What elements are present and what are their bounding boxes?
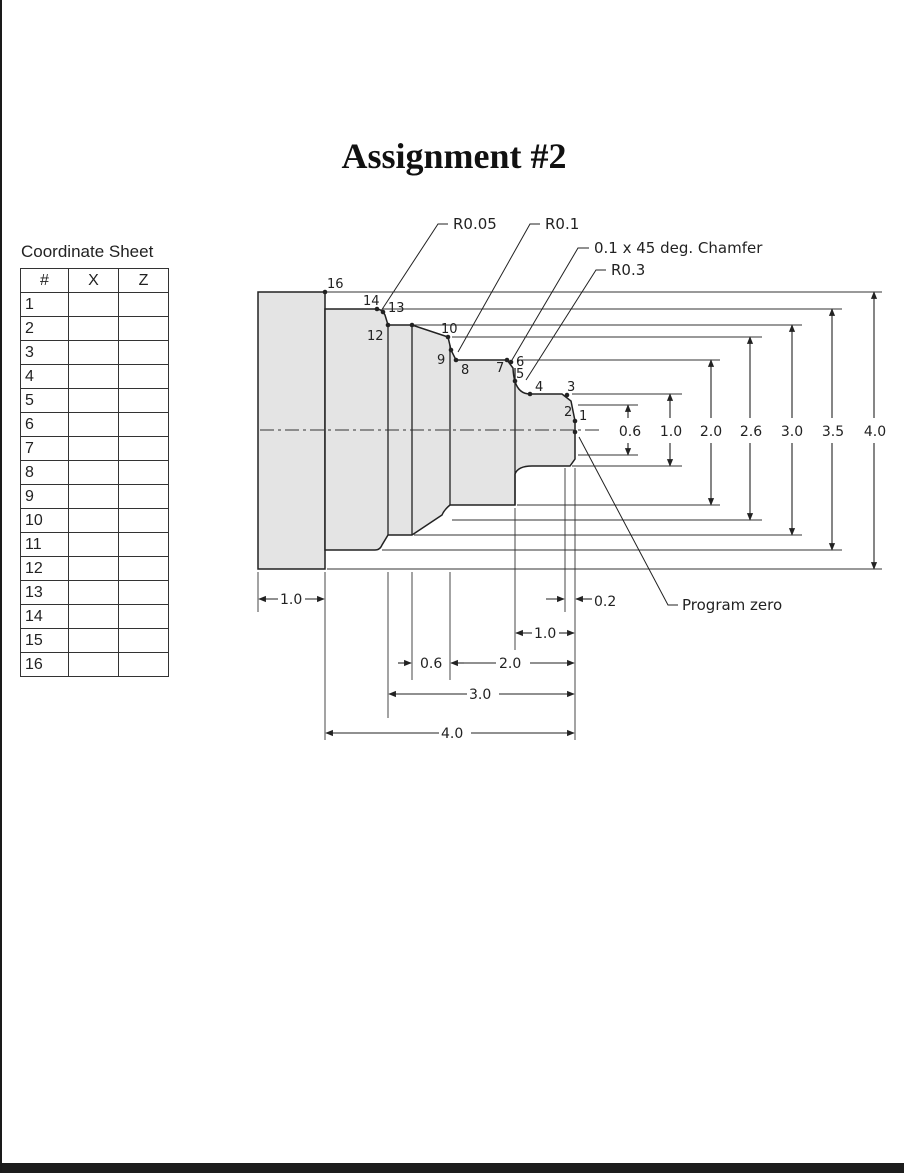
dim-len-0-6: 0.6 bbox=[420, 656, 443, 672]
row-number: 6 bbox=[21, 413, 69, 437]
dim-len-1-0: 1.0 bbox=[534, 626, 557, 642]
callout-r005: R0.05 bbox=[453, 215, 497, 233]
point-label-8: 8 bbox=[461, 363, 470, 378]
dim-dia-1-0: 1.0 bbox=[659, 424, 683, 440]
point-label-7: 7 bbox=[496, 361, 505, 376]
row-number: 15 bbox=[21, 629, 69, 653]
bottom-bar bbox=[2, 1163, 904, 1173]
dim-len-3-0: 3.0 bbox=[469, 687, 492, 703]
point-label-10: 10 bbox=[441, 322, 458, 337]
coordinate-sheet-title: Coordinate Sheet bbox=[21, 242, 154, 261]
dim-len-tip: 0.2 bbox=[594, 594, 617, 610]
callout-r03: R0.3 bbox=[611, 261, 646, 279]
row-number: 14 bbox=[21, 605, 69, 629]
row-number: 2 bbox=[21, 317, 69, 341]
row-number: 12 bbox=[21, 557, 69, 581]
point-label-6: 6 bbox=[516, 355, 525, 370]
point-label-1: 1 bbox=[579, 409, 588, 424]
column-header-x: X bbox=[69, 269, 119, 293]
dim-len-2-0: 2.0 bbox=[499, 656, 522, 672]
page-title: Assignment #2 bbox=[341, 136, 567, 176]
callout-r01: R0.1 bbox=[545, 215, 580, 233]
dim-dia-2-0: 2.0 bbox=[699, 424, 723, 440]
dim-dia-0-6: 0.6 bbox=[618, 424, 642, 440]
row-number: 5 bbox=[21, 389, 69, 413]
point-label-13: 13 bbox=[388, 301, 405, 316]
row-number: 3 bbox=[21, 341, 69, 365]
dim-dia-2-6: 2.6 bbox=[739, 424, 763, 440]
dim-len-4-0: 4.0 bbox=[441, 726, 464, 742]
point-label-12: 12 bbox=[367, 329, 384, 344]
row-number: 1 bbox=[21, 293, 69, 317]
row-number: 10 bbox=[21, 509, 69, 533]
row-number: 11 bbox=[21, 533, 69, 557]
column-header-number: # bbox=[21, 269, 69, 293]
callout-chamfer: 0.1 x 45 deg. Chamfer bbox=[594, 239, 763, 257]
point-label-3: 3 bbox=[567, 380, 576, 395]
column-header-z: Z bbox=[119, 269, 169, 293]
row-number: 7 bbox=[21, 437, 69, 461]
dim-dia-3-0: 3.0 bbox=[780, 424, 804, 440]
row-number: 13 bbox=[21, 581, 69, 605]
point-label-4: 4 bbox=[535, 380, 544, 395]
point-label-14: 14 bbox=[363, 294, 380, 309]
row-number: 4 bbox=[21, 365, 69, 389]
row-number: 9 bbox=[21, 485, 69, 509]
point-label-5: 5 bbox=[516, 367, 525, 382]
callout-program-zero: Program zero bbox=[682, 596, 783, 614]
point-label-2: 2 bbox=[564, 405, 573, 420]
row-number: 16 bbox=[21, 653, 69, 677]
dim-dia-4-0: 4.0 bbox=[863, 424, 887, 440]
lathe-part-drawing bbox=[2, 0, 904, 1173]
point-label-16: 16 bbox=[327, 277, 344, 292]
row-number: 8 bbox=[21, 461, 69, 485]
dim-len-chuck: 1.0 bbox=[280, 592, 303, 608]
point-label-9: 9 bbox=[437, 353, 446, 368]
dim-dia-3-5: 3.5 bbox=[821, 424, 845, 440]
